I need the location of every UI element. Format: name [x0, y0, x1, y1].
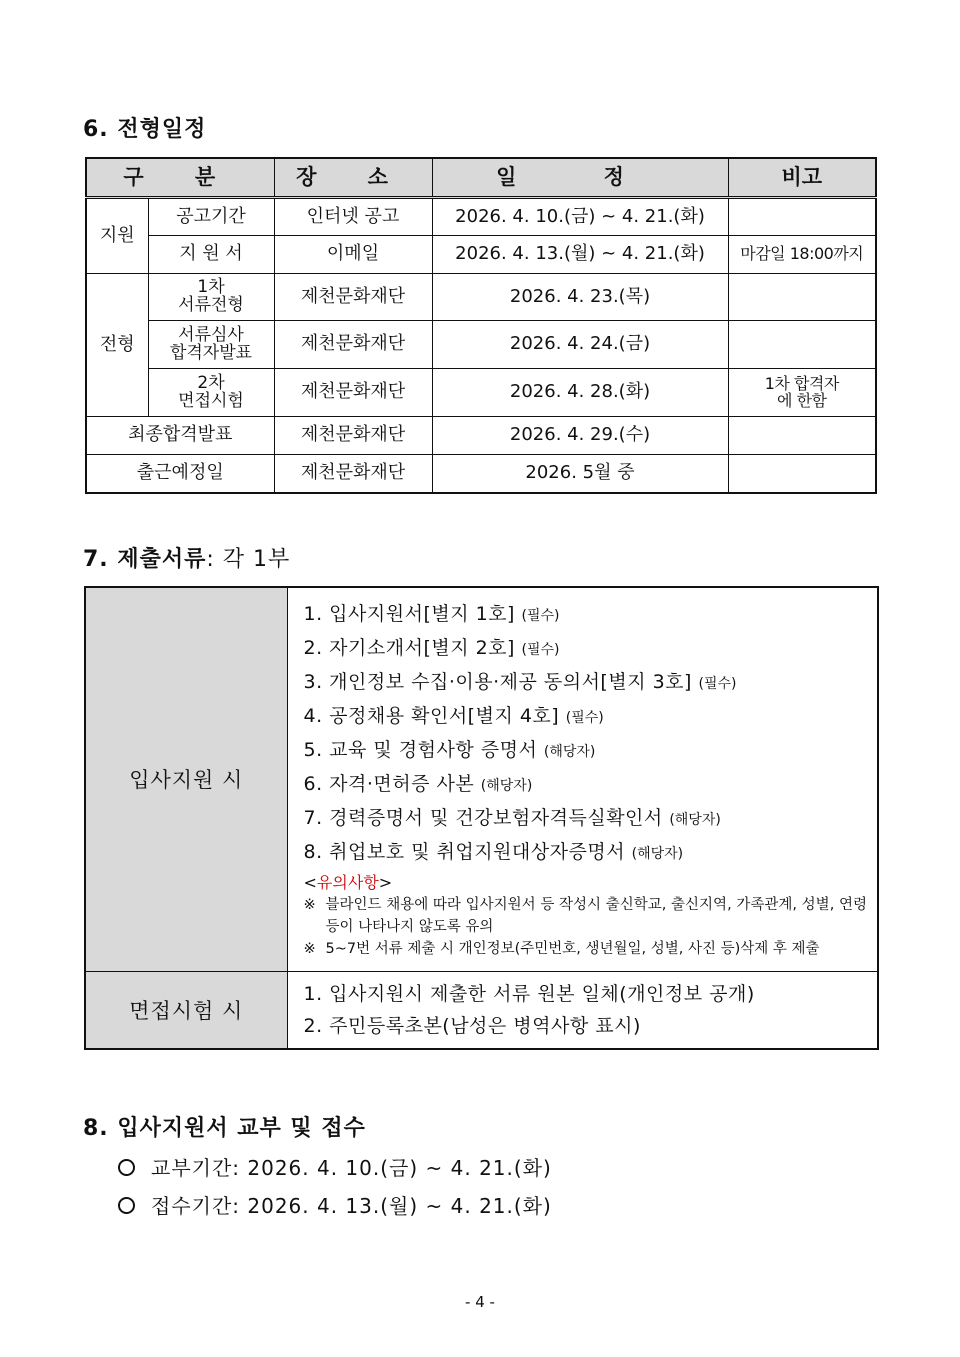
table-row — [86, 417, 876, 455]
note-cell — [728, 455, 876, 493]
date-cell: 2026. 5월 중 — [432, 455, 728, 493]
item-line: 서류심사 — [178, 324, 244, 345]
list-item — [304, 768, 872, 802]
date-cell: 2026. 4. 23.(목) — [432, 274, 728, 321]
doc-tag: (필수) — [698, 676, 737, 693]
doc-text: 5. 교육 및 경험사항 증명서 — [303, 739, 538, 762]
distribution-period — [118, 1152, 552, 1181]
doc-text: 6. 자격·면허증 사본 — [303, 773, 475, 796]
doc-text: 3. 개인정보 수집·이용·제공 동의서[별지 3호] — [303, 671, 692, 694]
header-category: 구 분 — [86, 158, 274, 198]
date-cell: 2026. 4. 13.(월) ~ 4. 21.(화) — [432, 236, 728, 274]
place-cell: 제천문화재단 — [274, 274, 432, 321]
doc-text: 2. 자기소개서[별지 2호] — [303, 637, 515, 660]
documents-table — [84, 586, 879, 1050]
caution-item — [304, 894, 872, 938]
item-cell: 지 원 서 — [148, 236, 274, 274]
item-cell: 최종합격발표 — [86, 417, 274, 455]
doc-tag: (해당자) — [480, 778, 533, 795]
header-note: 비고 — [728, 158, 876, 198]
list-item — [304, 802, 872, 836]
note-cell — [728, 321, 876, 369]
circle-bullet-icon — [118, 1197, 135, 1214]
note-cell — [728, 198, 876, 236]
caution-text: 블라인드 채용에 따라 입사지원서 등 작성시 출신학교, 출신지역, 가족관계, 성별, 연령 등이 나타나지 않도록 유의 — [325, 897, 867, 936]
list-item — [304, 700, 872, 734]
doc-tag: (필수) — [521, 642, 560, 659]
schedule-table — [85, 157, 877, 494]
doc-tag: (해당자) — [669, 812, 721, 829]
note-cell — [728, 417, 876, 455]
doc-text: 8. 취업보호 및 취업지원대상자증명서 — [303, 841, 626, 864]
list-item — [304, 734, 872, 768]
note-cell — [728, 274, 876, 321]
item-line: 서류전형 — [178, 295, 244, 315]
caution-close: > — [378, 873, 393, 893]
reference-mark: ※ — [303, 941, 316, 958]
section-6-title: 6. 전형일정 — [83, 117, 207, 142]
interview-label: 면접시험 시 — [85, 971, 287, 1049]
page-number: - 4 - — [465, 1293, 495, 1311]
doc-tag: (해당자) — [543, 744, 596, 761]
note-line: 1차 합격자 — [764, 373, 839, 393]
apply-documents-cell — [287, 587, 878, 971]
header-place: 장 소 — [274, 158, 432, 198]
doc-text: 1. 입사지원서[별지 1호] — [303, 603, 515, 626]
caution-text: 5~7번 서류 제출 시 개인정보(주민번호, 생년월일, 성별, 사진 등)삭제 후 제출 — [325, 941, 820, 958]
item-cell — [148, 274, 274, 321]
doc-tag: (필수) — [521, 608, 560, 625]
table-row — [86, 455, 876, 493]
table-row — [86, 274, 876, 321]
item-line: 합격자발표 — [169, 342, 253, 363]
item-cell — [148, 369, 274, 417]
item-line: 1차 — [197, 277, 225, 298]
table-row — [86, 236, 876, 274]
caution-heading — [304, 872, 872, 894]
header-date: 일 정 — [432, 158, 728, 198]
doc-tag: (필수) — [565, 710, 604, 727]
reference-mark: ※ — [303, 897, 316, 914]
item-cell: 출근예정일 — [86, 455, 274, 493]
date-cell: 2026. 4. 24.(금) — [432, 321, 728, 369]
group-cell: 전형 — [86, 274, 148, 417]
list-item — [304, 598, 872, 632]
doc-text: 7. 경력증명서 및 건강보험자격득실확인서 — [303, 807, 663, 830]
note-cell — [728, 369, 876, 417]
place-cell: 인터넷 공고 — [274, 198, 432, 236]
note-cell: 마감일 18:00까지 — [728, 236, 876, 274]
place-cell: 제천문화재단 — [274, 455, 432, 493]
list-item: 1. 입사지원시 제출한 서류 원본 일체(개인정보 공개) — [303, 982, 755, 1005]
place-cell: 이메일 — [274, 236, 432, 274]
caution-title: 유의사항 — [316, 873, 379, 893]
documents-row-apply — [85, 587, 878, 971]
list-item — [304, 666, 872, 700]
date-cell: 2026. 4. 10.(금) ~ 4. 21.(화) — [432, 198, 728, 236]
group-cell: 지원 — [86, 198, 148, 274]
item-cell — [148, 321, 274, 369]
section-7-title — [83, 542, 290, 573]
item-line: 면접시험 — [178, 390, 244, 411]
place-cell: 제천문화재단 — [274, 321, 432, 369]
documents-row-interview — [85, 971, 878, 1049]
section-7-heading: 7. 제출서류 — [83, 547, 207, 572]
item-line: 2차 — [197, 372, 225, 393]
section-8-title: 8. 입사지원서 교부 및 접수 — [83, 1116, 366, 1141]
list-item — [304, 632, 872, 666]
doc-tag: (해당자) — [631, 846, 684, 863]
list-item: 2. 주민등록초본(남성은 병역사항 표시) — [303, 1014, 641, 1037]
table-row — [86, 321, 876, 369]
table-row — [86, 198, 876, 236]
list-item — [304, 836, 872, 870]
caution-open: < — [303, 873, 317, 893]
section-7-subtitle: : 각 1부 — [206, 547, 291, 572]
circle-bullet-icon — [118, 1159, 135, 1176]
schedule-header-row — [86, 158, 876, 198]
date-cell: 2026. 4. 28.(화) — [432, 369, 728, 417]
caution-item — [304, 938, 872, 960]
item-cell: 공고기간 — [148, 198, 274, 236]
note-line: 에 한함 — [777, 390, 827, 410]
reception-period — [118, 1190, 552, 1219]
table-row — [86, 369, 876, 417]
place-cell: 제천문화재단 — [274, 417, 432, 455]
date-cell: 2026. 4. 29.(수) — [432, 417, 728, 455]
reception-text: 접수기간: 2026. 4. 13.(월) ~ 4. 21.(화) — [151, 1194, 552, 1218]
doc-text: 4. 공정채용 확인서[별지 4호] — [303, 705, 560, 728]
apply-label: 입사지원 시 — [85, 587, 287, 971]
interview-documents-cell — [287, 971, 878, 1049]
place-cell: 제천문화재단 — [274, 369, 432, 417]
distribution-text: 교부기간: 2026. 4. 10.(금) ~ 4. 21.(화) — [151, 1156, 552, 1180]
